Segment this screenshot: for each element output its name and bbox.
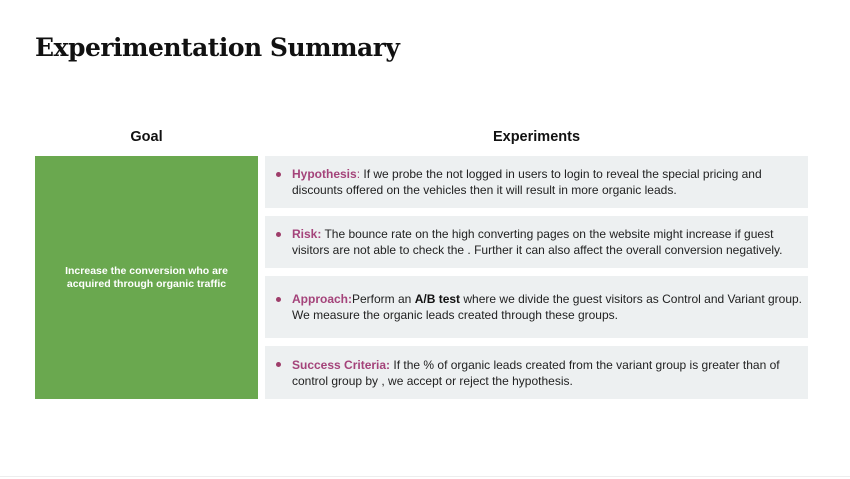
risk-text: Risk: The bounce rate on the high converting pages on the website might increase if guest visitors are not able to check the . Further it can also affect the overall conversion negatively. [292,227,783,257]
bottom-divider [0,476,850,477]
experiments-heading: Experiments [492,129,581,145]
approach-card [265,276,808,338]
success-criteria-card [265,346,808,399]
risk-label: Risk: [292,227,322,241]
success-criteria-text: Success Criteria: If the % of organic leads created from the variant group is greater than of control group by , we accept or reject the hypothesis. [292,357,780,388]
goal-text: Increase the conversion who are acquired through organic traffic [65,264,228,290]
page-title: Experimentation Summary [35,33,400,62]
hypothesis-text: Hypothesis: If we probe the not logged in users to login to reveal the special pricing and discounts offered on the vehicles then it will result in more organic leads. [292,167,762,197]
risk-card [265,216,808,268]
hypothesis-card [265,156,808,208]
bullet-icon [276,362,281,367]
approach-label: Approach: [292,292,352,306]
approach-text: Approach:Perform an A/B test where we divide the guest visitors as Control and Variant group. We measure the organic leads created through these groups. [292,292,803,322]
bullet-icon [276,297,281,302]
goal-box [35,156,258,399]
ab-test-emphasis: A/B test [414,292,461,306]
hypothesis-label: Hypothesis: [292,167,361,181]
success-criteria-label: Success Criteria: [292,357,391,372]
bullet-icon [276,232,281,237]
bullet-icon [276,172,281,177]
goal-heading: Goal [130,129,163,145]
